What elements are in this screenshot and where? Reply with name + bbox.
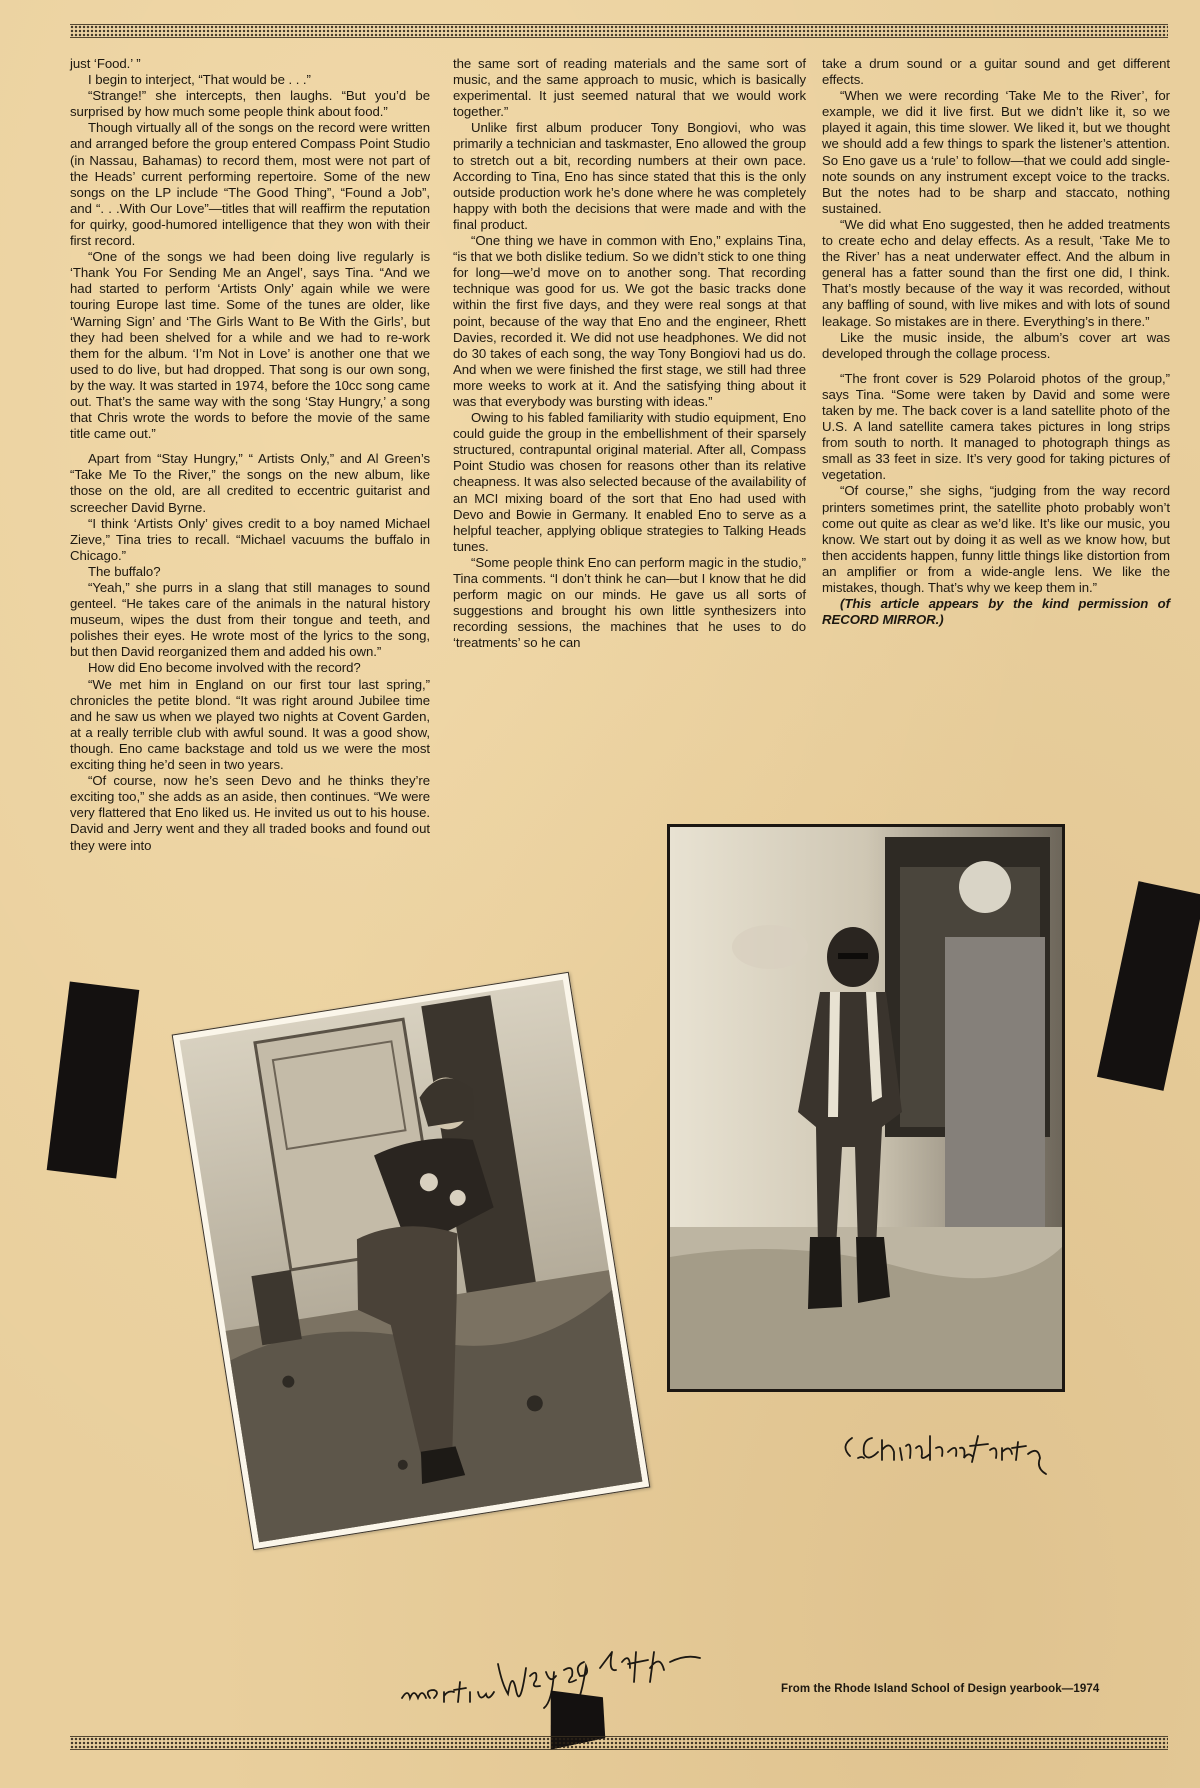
photo-caption: From the Rhode Island School of Design yearbook—1974	[781, 1683, 1100, 1695]
paragraph: Owing to his fabled familiarity with studio equipment, Eno could guide the group in the embellishment of their sparsely structured, contrapuntal original material. After all, Compass Point Studio was chosen for reasons other than its relative cheapness. It was also selected because of the availability of an MCI mixing board of the sort that Eno had used with Devo and Bowie in Germany. It enabled Eno to serve as a helpful teacher, applying oblique strategies to Talking Heads tunes.	[453, 410, 806, 554]
bottom-halftone-rule	[70, 1736, 1168, 1750]
article-column-2	[453, 56, 806, 651]
signature-christopher-frantz	[838, 1418, 1078, 1478]
paragraph: I begin to interject, “That would be . . .”	[88, 72, 311, 88]
article-column-1	[70, 56, 430, 854]
paragraph: “One of the songs we had been doing live regularly is ‘Thank You For Sending Me an Angel’, says Tina. “And we had started to perform ‘Artists Only’ again while we were touring Europe last time. Some of the tunes are older, like ‘Warning Sign’ and ‘The Girls Want to Be With the Girls’, but they had been shelved for a while and we had to re-work them for the album. ‘I’m Not in Love’ is another one that we used to do live, but had dropped. That song is our own song, by the way. It was started in 1974, before the 10cc song came out. That’s the same way with the song ‘Stay Hungry,’ a song that Chris wrote the words to before the movie of the same title came out.”	[70, 249, 430, 442]
paragraph: “One thing we have in common with Eno,” explains Tina, “is that we both dislike tedium. So we didn’t stick to one thing for long—we’d move on to another song. That recording technique was good for us. We got the basic tracks done within the first five days, and they were real songs at that point, because of the way that Eno and the engineer, Rhett Davies, recorded it. We did not use headphones. We did not do 30 takes of each song, the way Tony Bongiovi had us do. And when we were finished the first stage, we still had three more weeks to work at it. And the satisfying thing about it was that everybody was bursting with ideas.”	[453, 233, 806, 409]
paragraph: How did Eno become involved with the record?	[88, 660, 361, 676]
photo-bassist-leaning	[172, 972, 651, 1550]
paragraph: Though virtually all of the songs on the record were written and arranged before the group entered Compass Point Studio (in Nassau, Bahamas) to record them, most were not part of the Heads’ current performing repertoire. Some of the new songs on the LP include “The Good Thing”, “Found a Job”, and “. . .With Our Love”—titles that will reaffirm the reputation for quirky, good-humored intelligence that they won with their first record.	[70, 120, 430, 249]
paragraph: Apart from “Stay Hungry,” “ Artists Only,” and Al Green’s “Take Me To the River,” the songs on the new album, like those on the old, are all credited to eccentric guitarist and screecher David Byrne.	[70, 451, 430, 515]
paragraph: “When we were recording ‘Take Me to the River’, for example, we did it live first. But we didn’t like it, so we played it again, this time slower. We liked it, but we thought we should add a few things to spark the listener’s attention. So Eno gave us a ‘rule’ to follow—that we could add single-note sounds on any instrument except voice to the tracks. But the notes had to be sharp and staccato, nothing sustained.	[822, 88, 1170, 216]
paragraph: just ‘Food.’ ”	[70, 56, 141, 71]
paragraph: “Some people think Eno can perform magic in the studio,” Tina comments. “I don’t think he can—but I know that he did perform magic on our minds. He gave us all sorts of suggestions and brought his own little synthesizers into recording sessions, the machines that he uses to do ‘treatments’ so he can	[453, 554, 806, 651]
paragraph: “Of course, now he’s seen Devo and he thinks they’re exciting too,” she adds as an aside, then continues. “We were very flattered that Eno liked us. He invited us out to his house. David and Jerry went and they all traded books and found out they were into	[70, 773, 430, 853]
top-halftone-rule	[70, 24, 1168, 38]
paragraph: “We did what Eno suggested, then he added treatments to create echo and delay effects. As a result, ‘Take Me to the River’ has a neat underwater effect. And the album in general has a fatter sound than the first one did, I think. That’s mostly because of the way it was recorded, without any baffling of sound, with live mikes and with lots of sound leakage. So mistakes are in there. Everything’s in there.”	[822, 216, 1170, 329]
paragraph: Like the music inside, the album’s cover art was developed through the collage process.	[822, 329, 1170, 361]
paragraph: Unlike first album producer Tony Bongiovi, who was primarily a technician and taskmaster, Eno allowed the group to stretch out a bit, recording numbers at their own pace. According to Tina, Eno has since stated that this is the only outside production work he’s done where he was completely happy with both the decisions that were made and with the final product.	[453, 120, 806, 232]
paragraph: “The front cover is 529 Polaroid photos of the group,” says Tina. “Some were taken by David and some were taken by me. The back cover is a land satellite photo of the U.S. A land satellite camera takes pictures in long strips from south to north. It managed to photograph things as small as 33 feet in size. It’s very good for taking pictures of vegetation.	[822, 370, 1170, 483]
article-column-3	[822, 56, 1170, 628]
paragraph: “I think ‘Artists Only’ gives credit to a boy named Michael Zieve,” Tina tries to recall. “Michael vacuums the buffalo in Chicago.”	[70, 515, 430, 563]
paragraph: “Yeah,” she purrs in a slang that still manages to sound genteel. “He takes care of the animals in the natural history museum, wipes the dust from their tongue and teeth, and polishes their eyes. He wrote most of the lyrics to the song, but then David reorganized them and added his own.”	[70, 580, 430, 660]
paragraph: the same sort of reading materials and the same sort of music, and the same approach to music, which is basically experimental. It just seemed natural that we would work together.”	[453, 56, 806, 120]
photo-drummer-doorway	[667, 824, 1065, 1392]
paragraph: “Of course,” she sighs, “judging from the way record printers sometimes print, the satellite photo probably won’t come out quite as clear as we’d like. It’s like our music, you know. We start out by doing it as well as we know how, but then accidents happen, funny little things like distortion from an amplifier or from a wide-angle lens. We like the mistakes, though. That’s why we keep them in.”	[822, 483, 1170, 595]
paragraph: “We met him in England on our first tour last spring,” chronicles the petite blond. “It was right around Jubilee time and he saw us when we played two nights at Covent Garden, at a really terrible club with awful sound. It was a good show, though. Eno came backstage and told us we were the most exciting thing he’d seen in two years.	[70, 676, 430, 773]
paragraph: “Strange!” she intercepts, then laughs. “But you’d be surprised by how much some people think about food.”	[70, 88, 430, 120]
article-credit: (This article appears by the kind permission of RECORD MIRROR.)	[822, 596, 1170, 628]
photo-bassist-art	[173, 973, 649, 1549]
paragraph: The buffalo?	[88, 563, 161, 579]
paragraph: take a drum sound or a guitar sound and get different effects.	[822, 56, 1170, 88]
photo-drummer-art	[670, 827, 1062, 1389]
